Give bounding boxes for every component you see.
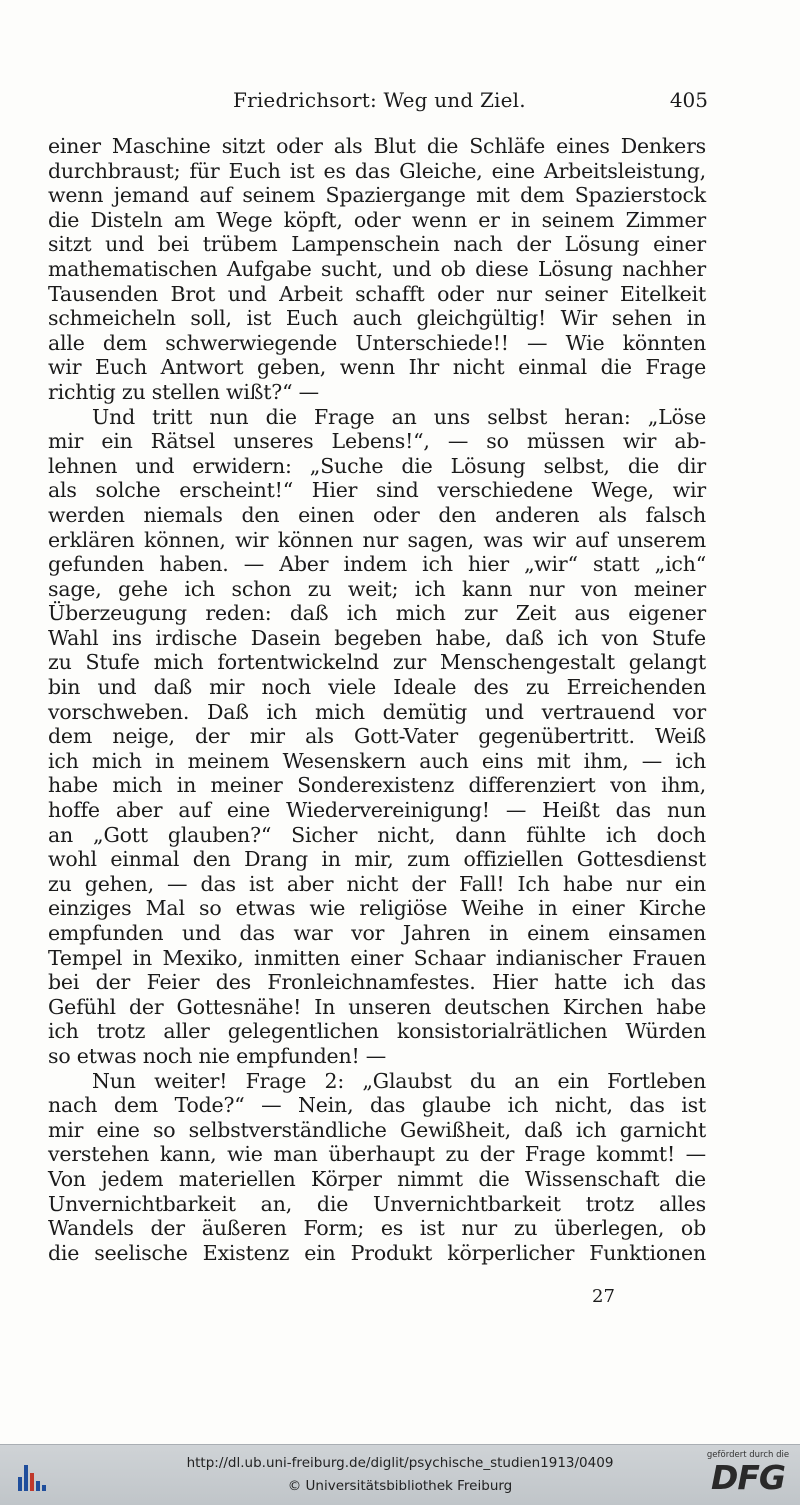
text-line: Gefühl der Gottesnähe! In unseren deutschen Kirchen habe [48,994,706,1019]
text-line: nach dem Tode?“ — Nein, das glaube ich nicht, das ist [48,1093,706,1118]
text-line: Und tritt nun die Frage an uns selbst heran: „Löse [92,404,706,429]
text-line: als solche erscheint!“ Hier sind verschiedene Wege, wir [48,478,706,503]
text-line: Von jedem materiellen Körper nimmt die Wissenschaft die [48,1166,706,1191]
text-line: richtig zu stellen wißt?“ — [48,379,319,404]
text-line: Wandels der äußeren Form; es ist nur zu überlegen, ob [48,1216,706,1241]
text-line: dem neige, der mir als Gott-Vater gegenübertritt. Weiß [48,724,706,749]
text-line: vorschweben. Daß ich mich demütig und vertrauend vor [48,699,706,724]
text-line: wir Euch Antwort geben, wenn Ihr nicht einmal die Frage [48,355,706,380]
text-line: Nun weiter! Frage 2: „Glaubst du an ein Fortleben [92,1068,706,1093]
text-line: durchbraust; für Euch ist es das Gleiche, eine Arbeitsleistung, [48,158,706,183]
dfg-sponsor-block[interactable] [706,1450,790,1496]
text-line: wenn jemand auf seinem Spaziergange mit dem Spazierstock [48,183,706,208]
text-line: Unvernichtbarkeit an, die Unvernichtbarkeit trotz alles [48,1191,706,1216]
text-line: habe mich in meiner Sonderexistenz differenziert von ihm, [48,773,706,798]
text-line: zu gehen, — das ist aber nicht der Fall! Ich habe nur ein [48,871,706,896]
text-line: an „Gott glauben?“ Sicher nicht, dann fühlte ich doch [48,822,706,847]
sponsor-text: gefördert durch die [706,1450,790,1460]
text-line: so etwas noch nie empfunden! — [48,1043,387,1068]
text-line: alle dem schwerwiegende Unterschiede!! — Wie könnten [48,330,706,355]
text-line: gefunden haben. — Aber indem ich hier „wir“ statt „ich“ [48,552,706,577]
text-line: erklären können, wir können nur sagen, was wir auf unserem [48,527,706,552]
text-line: die seelische Existenz ein Produkt körperlicher Funktionen [48,1240,706,1265]
running-title: Friedrichsort: Weg und Ziel. [233,88,526,112]
text-line: bin und daß mir noch viele Ideale des zu Erreichenden [48,675,706,700]
permalink-url[interactable]: http://dl.ub.uni-freiburg.de/diglit/psychische_studien1913/0409 [186,1455,614,1471]
text-line: werden niemals den einen oder den anderen als falsch [48,502,706,527]
text-line: zu Stufe mich fortentwickelnd zur Menschengestalt gelangt [48,650,706,675]
dfg-logo: DFG [710,1458,786,1497]
text-line: einer Maschine sitzt oder als Blut die Schläfe eines Denkers [48,134,706,158]
signature-mark: 27 [592,1286,615,1307]
text-line: mathematischen Aufgabe sucht, und ob diese Lösung nachher [48,256,706,281]
text-line: bei der Feier des Fronleichnamfestes. Hier hatte ich das [48,970,706,995]
text-line: Überzeugung reden: daß ich mich zur Zeit aus eigener [48,601,706,626]
text-line: mir eine so selbstverständliche Gewißheit, daß ich garnicht [48,1117,706,1142]
text-line: empfunden und das war vor Jahren in einem einsamen [48,921,706,945]
text-line: sage, gehe ich schon zu weit; ich kann nur von meiner [48,576,706,601]
text-line: mir ein Rätsel unseres Lebens!“, — so müssen wir ab- [48,429,706,454]
text-line: verstehen kann, wie man überhaupt zu der Frage kommt! — [48,1142,706,1167]
text-line: Tempel in Mexiko, inmitten einer Schaar indianischer Frauen [48,945,706,970]
text-line: ich trotz aller gelegentlichen konsistorialrätlichen Würden [48,1019,706,1044]
text-line: Wahl ins irdische Dasein begeben habe, daß ich von Stufe [48,625,706,650]
copyright-text: © Universitätsbibliothek Freiburg [287,1478,513,1494]
text-line: hoffe aber auf eine Wiedervereinigung! — Heißt das nun [48,798,706,823]
text-line: Tausenden Brot und Arbeit schafft oder nur seiner Eitelkeit [48,281,706,306]
viewer-footer [0,1444,800,1505]
text-line: schmeicheln soll, ist Euch auch gleichgültig! Wir sehen in [48,306,706,331]
running-head [48,88,708,118]
body-text [48,134,706,1265]
text-line: ich mich in meinem Wesenskern auch eins mit ihm, — ich [48,748,706,773]
text-line: wohl einmal den Drang in mir, zum offiziellen Gottesdienst [48,847,706,872]
text-line: einziges Mal so etwas wie religiöse Weihe in einer Kirche [48,896,706,921]
text-line: die Disteln am Wege köpft, oder wenn er in seinem Zimmer [48,207,706,232]
page-number: 405 [669,88,708,112]
text-line: sitzt und bei trübem Lampenschein nach der Lösung einer [48,232,706,257]
text-line: lehnen und erwidern: „Suche die Lösung selbst, die dir [48,453,706,478]
